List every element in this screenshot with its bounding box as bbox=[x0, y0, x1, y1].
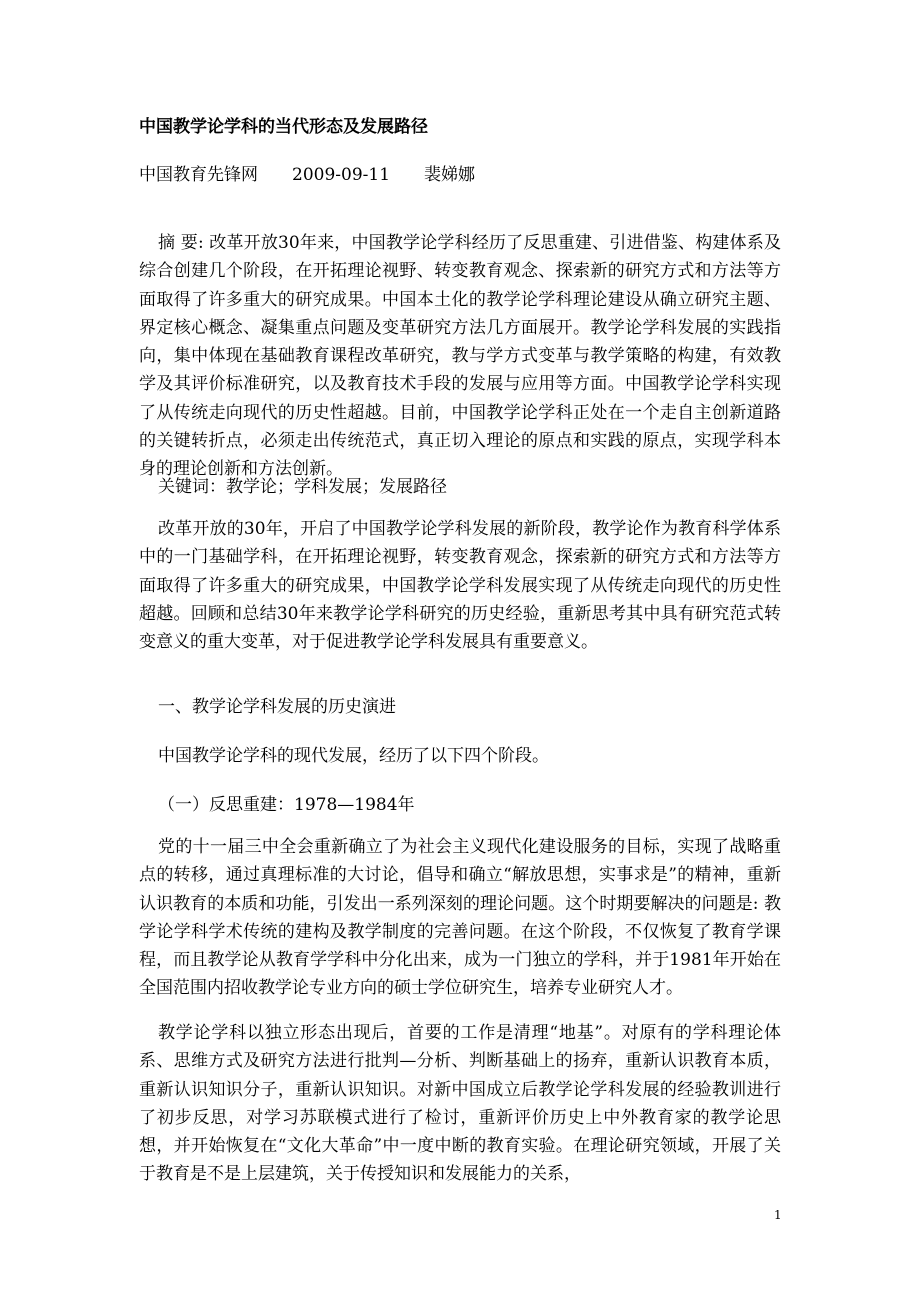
body-paragraph: 教学论学科以独立形态出现后，首要的工作是清理“地基”。对原有的学科理论体系、思维方式及研究方法进行批判—分析、判断基础上的扬弃，重新认识教育本质，重新认识知识分子，重新认识知识。对新中国成立后教学论学科发展的经验教训进行了初步反思，对学习苏联模式进行了检讨，重新评价历史上中外教育家的教学论思想，并开始恢复在“文化大革命”中一度中断的教育实验。在理论研究领域，开展了关于教育是不是上层建筑，关于传授知识和发展能力的关系， bbox=[139, 1023, 781, 1185]
page-number: 1 bbox=[774, 1208, 782, 1222]
keywords-line: 关键词：教学论；学科发展；发展路径 bbox=[158, 477, 447, 497]
section-heading: 一、教学论学科发展的历史演进 bbox=[158, 697, 396, 717]
source-name: 中国教育先锋网 bbox=[139, 165, 258, 185]
body-paragraph: 党的十一届三中全会重新确立了为社会主义现代化建设服务的目标，实现了战略重点的转移，通过真理标准的大讨论，倡导和确立“解放思想，实事求是”的精神，重新认识教育的本质和功能，引发出一系列深刻的理论问题。这个时期要解决的问题是: 教学论学科学术传统的建构及教学制度的完善问题。在这个阶段，不仅恢复了教育学课程，而且教学论从教育学学科中分化出来，成为一门独立的学科，并于1981年开始在全国范围内招收教学论专业方向的硕士学位研究生，培养专业研究人才。 bbox=[139, 837, 781, 999]
intro-paragraph: 改革开放的30年，开启了中国教学论学科发展的新阶段，教学论作为教育科学体系中的一门基础学科，在开拓理论视野，转变教育观念，探索新的研究方式和方法等方面取得了许多重大的研究成果，中国教学论学科发展实现了从传统走向现代的历史性超越。回顾和总结30年来教学论学科研究的历史经验，重新思考其中具有研究范式转变意义的重大变革，对于促进教学论学科发展具有重要意义。 bbox=[139, 519, 781, 653]
author-name: 裴娣娜 bbox=[424, 165, 476, 185]
section-intro: 中国教学论学科的现代发展，经历了以下四个阶段。 bbox=[158, 746, 549, 766]
document-meta bbox=[139, 160, 475, 185]
publish-date: 2009-09-11 bbox=[292, 165, 391, 185]
abstract-paragraph: 摘 要: 改革开放30年来，中国教学论学科经历了反思重建、引进借鉴、构建体系及综合创建几个阶段，在开拓理论视野、转变教育观念、探索新的研究方式和方法等方面取得了许多重大的研究成果。中国本土化的教学论学科理论建设从确立研究主题、界定核心概念、凝集重点问题及变革研究方法几方面展开。教学论学科发展的实践指向，集中体现在基础教育课程改革研究，教与学方式变革与教学策略的构建，有效教学及其评价标准研究，以及教育技术手段的发展与应用等方面。中国教学论学科实现了从传统走向现代的历史性超越。目前，中国教学论学科正处在一个走自主创新道路的关键转折点，必须走出传统范式，真正切入理论的原点和实践的原点，实现学科本身的理论创新和方法创新。 bbox=[139, 233, 781, 480]
document-title: 中国教学论学科的当代形态及发展路径 bbox=[139, 117, 428, 137]
subsection-heading: （一）反思重建：1978—1984年 bbox=[158, 795, 415, 815]
